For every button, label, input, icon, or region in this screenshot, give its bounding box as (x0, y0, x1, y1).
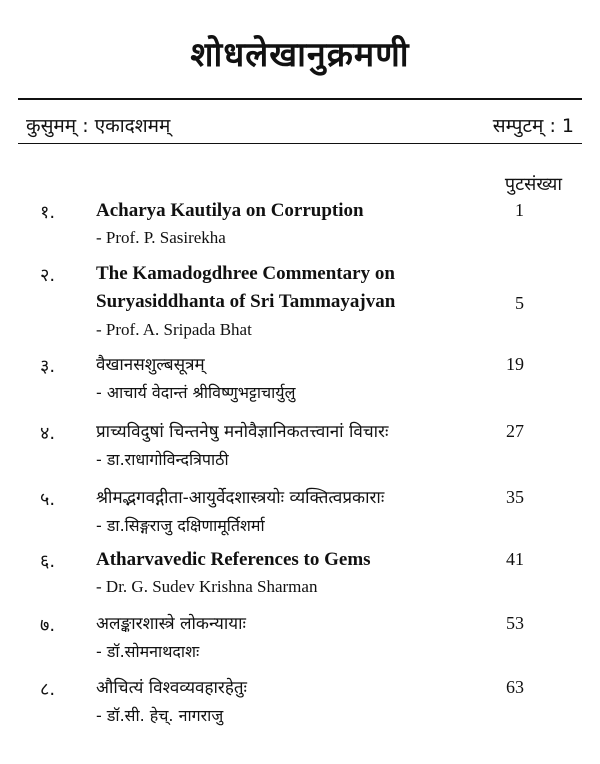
header-rule-top (18, 98, 582, 100)
entry-number: ४. (40, 423, 56, 444)
entry-title: प्राच्यविदुषां चिन्तनेषु मनोवैज्ञानिकतत्त्वानां विचारः (96, 422, 389, 442)
entry-page: 63 (506, 677, 524, 697)
entry-page: 1 (515, 200, 524, 220)
entry-title: वैखानसशुल्बसूत्रम् (96, 355, 205, 375)
entry-number: ३. (40, 356, 56, 377)
entry-number: १. (40, 202, 56, 223)
entry-title: The Kamadogdhree Commentary on (96, 263, 395, 284)
entry-title: Atharvavedic References to Gems (96, 549, 371, 570)
page-number-column-heading: पुटसंख्या (504, 174, 562, 195)
entry-title: Acharya Kautilya on Corruption (96, 200, 364, 221)
entry-author: - डा.सिङ्गराजु दक्षिणामूर्तिशर्मा (96, 516, 265, 535)
page-title: शोधलेखानुक्रमणी (190, 35, 410, 75)
entry-author: - Prof. P. Sasirekha (96, 228, 226, 247)
entry-page: 35 (506, 487, 524, 507)
entry-author: - डा.राधागोविन्दत्रिपाठी (96, 450, 229, 469)
entry-title: अलङ्कारशास्त्रे लोकन्यायाः (96, 614, 246, 634)
entry-page: 5 (515, 293, 524, 313)
entry-number: ७. (40, 615, 56, 636)
volume-label: सम्पुटम् : 1 (492, 115, 574, 137)
entry-number: ६. (40, 551, 56, 572)
entry-page: 19 (506, 354, 524, 374)
entry-author: - Dr. G. Sudev Krishna Sharman (96, 577, 318, 596)
entry-page: 41 (506, 549, 524, 569)
header-rule-bottom (18, 143, 582, 144)
entry-number: ८. (40, 679, 56, 700)
entry-title-line-2: Suryasiddhanta of Sri Tammayajvan (96, 291, 396, 312)
entry-author: - डॉ.सोमनाथदाशः (96, 642, 200, 661)
entry-author: - डॉ.सी. हेच्. नागराजु (96, 706, 224, 725)
entry-number: ५. (40, 489, 56, 510)
entry-number: २. (40, 265, 56, 286)
entry-page: 53 (506, 613, 524, 633)
entry-page: 27 (506, 421, 524, 441)
entry-title: श्रीमद्भगवद्गीता-आयुर्वेदशास्त्रयोः व्यक्तित्वप्रकाराः (96, 488, 385, 508)
entry-author: - Prof. A. Sripada Bhat (96, 320, 252, 339)
issue-label: कुसुमम् : एकादशमम् (26, 115, 171, 137)
entry-title: औचित्यं विश्वव्यवहारहेतुः (96, 678, 247, 698)
entry-author: - आचार्य वेदान्तं श्रीविष्णुभट्टाचार्युलु (96, 383, 296, 402)
